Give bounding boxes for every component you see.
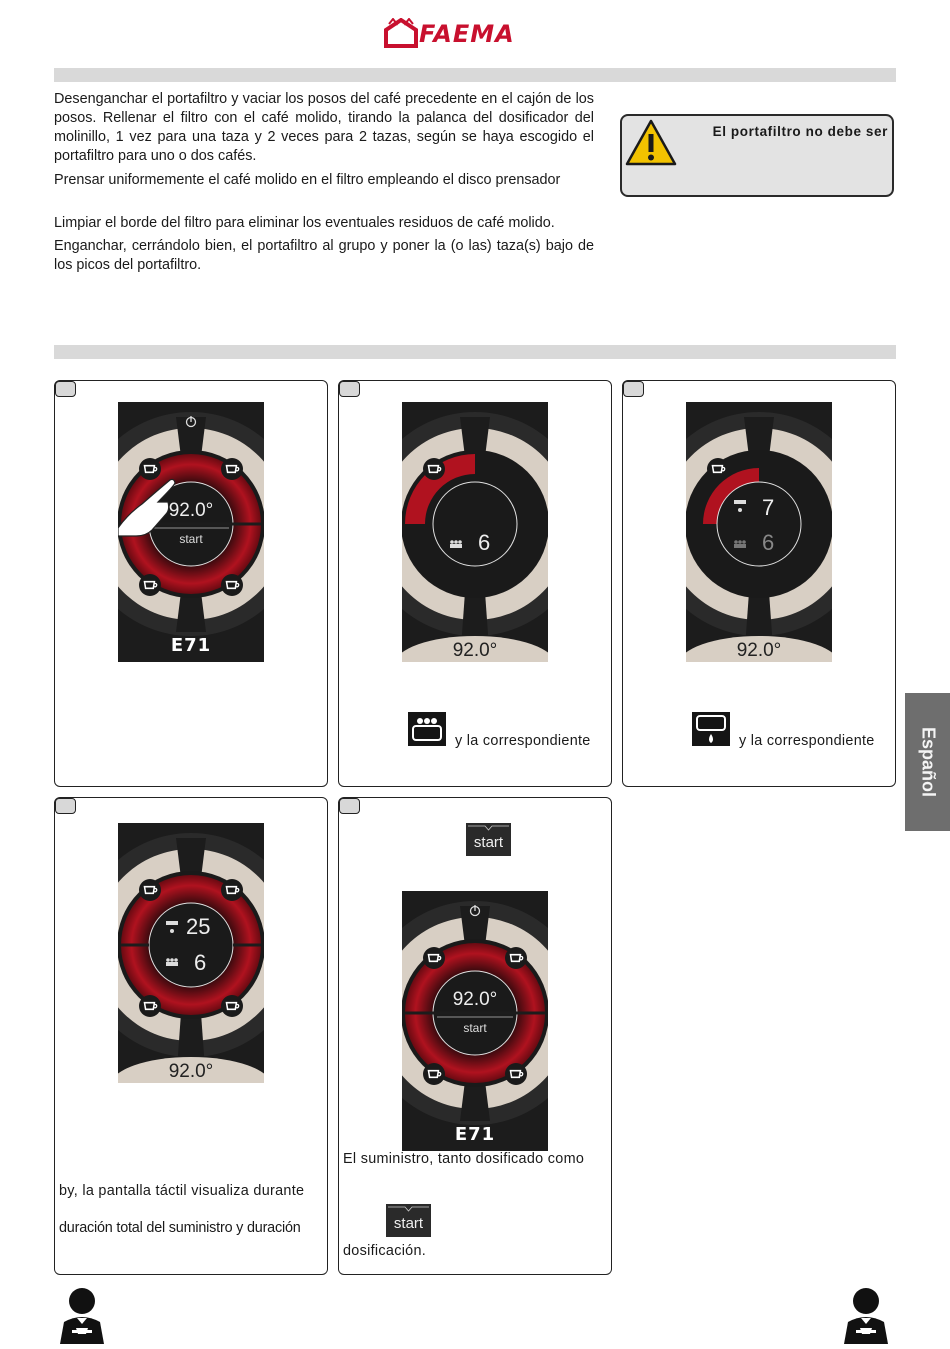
start-button-label: start [473, 834, 504, 851]
model-label: E71 [170, 635, 212, 656]
step-panel-2 [338, 380, 612, 787]
step-tag-5 [339, 798, 360, 814]
panel5-text-1: El suministro, tanto dosificado como [343, 1151, 585, 1167]
touch-screen-dosing[interactable] [402, 402, 548, 662]
waiter-icon [52, 1284, 112, 1344]
dose-value: 6 [478, 530, 491, 555]
panel5-text-2: dosificación. [343, 1243, 427, 1259]
model-label: E71 [454, 1124, 496, 1145]
step-panel-3 [622, 380, 896, 787]
section-bar-middle [54, 345, 896, 359]
step-tag-2 [339, 381, 360, 397]
intro-paragraph-4: Enganchar, cerrándolo bien, el portafiltro al grupo y poner la (o las) taza(s) bajo de los picos del portafiltro. [54, 238, 594, 273]
brand-name: FAEMA [419, 20, 515, 48]
water-value: 25 [186, 914, 211, 939]
step-tag-4 [55, 798, 76, 814]
touch-screen-water[interactable] [686, 402, 832, 662]
step-tag-1 [55, 381, 76, 397]
start-button-icon [466, 823, 511, 856]
language-tab [905, 693, 950, 831]
start-button-label: start [393, 1215, 424, 1232]
screen-start-label[interactable]: start [179, 532, 203, 546]
waiter-icon [836, 1284, 896, 1344]
panel4-text-2: duración total del suministro y duración [59, 1220, 301, 1236]
intro-paragraph-1: Desenganchar el portafiltro y vaciar los posos del café precedente en el cajón de los posos. Rellenar el filtro con el café molido, tirando la palanca del dosificador del molinillo, 1 vez para una taza y 2 veces para 2 tazas, según se haya escogido el portafiltro para uno o dos cafés. [54, 91, 594, 164]
panel3-caption: y la correspondiente [739, 733, 875, 749]
intro-paragraph-3: Limpiar el borde del filtro para eliminar los eventuales residuos de café molido. [54, 215, 555, 231]
panel4-text-1: by, la pantalla táctil visualiza durante [59, 1183, 305, 1199]
touch-screen-home[interactable] [118, 402, 264, 662]
dose-button-icon [408, 712, 446, 746]
water-value: 7 [762, 495, 775, 520]
touch-screen-delivery[interactable] [118, 823, 264, 1083]
screen-temperature: 92.0° [452, 989, 498, 1010]
warning-text: El portafiltro no debe ser [712, 124, 888, 139]
section-bar-top [54, 68, 896, 82]
touch-screen-home[interactable] [402, 891, 548, 1151]
dose-value: 6 [762, 530, 775, 555]
step-panel-1 [54, 380, 328, 787]
screen-temperature: 92.0° [452, 640, 498, 661]
screen-temperature: 92.0° [168, 1061, 214, 1082]
step-tag-3 [623, 381, 644, 397]
screen-temperature: 92.0° [736, 640, 782, 661]
warning-triangle-icon [624, 118, 678, 168]
panel2-caption: y la correspondiente [455, 733, 591, 749]
screen-temperature: 92.0° [168, 500, 214, 521]
intro-paragraph-2: Prensar uniformemente el café molido en el filtro empleando el disco prensador [54, 172, 561, 188]
step-panel-5 [338, 797, 612, 1275]
screen-start-label[interactable]: start [463, 1021, 487, 1035]
faema-logo [383, 16, 567, 50]
language-tab-label: Español [918, 726, 938, 798]
water-button-icon [692, 712, 730, 746]
step-panel-4 [54, 797, 328, 1275]
dose-value: 6 [194, 950, 207, 975]
start-button-icon [386, 1204, 431, 1237]
warning-box [620, 114, 894, 197]
